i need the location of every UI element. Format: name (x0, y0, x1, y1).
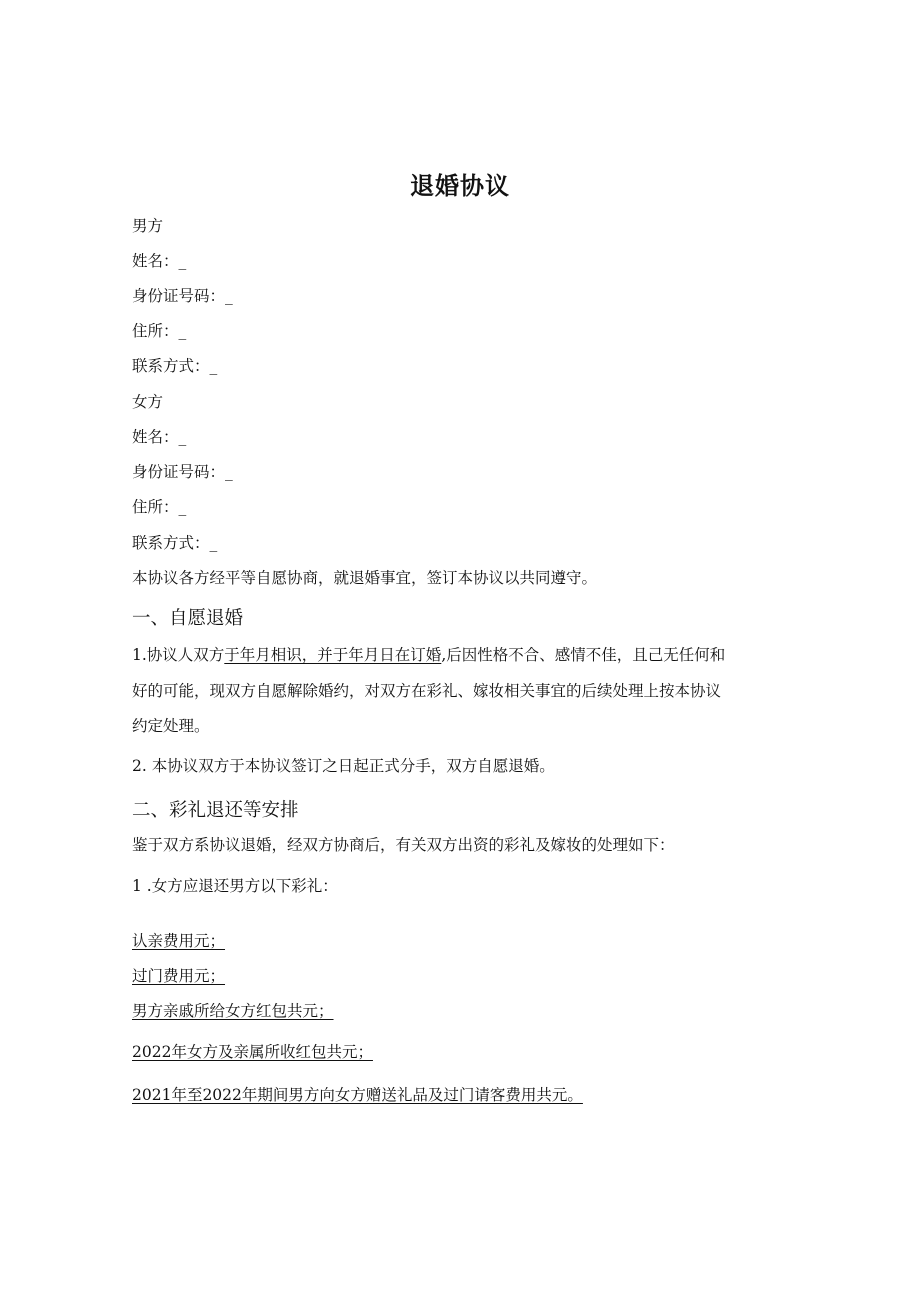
male-address-field: 住所：_ (132, 322, 187, 340)
section1-item1-line2: 好的可能，现双方自愿解除婚约，对双方在彩礼、嫁妆相关事宜的后续处理上按本协议 (132, 682, 722, 700)
document-title: 退婚协议 (410, 172, 510, 200)
female-contact-field: 联系方式：_ (132, 534, 218, 552)
male-heading: 男方 (132, 217, 164, 235)
item1-prefix: 1.协议人双方 (132, 646, 225, 664)
item1-line1-rest: ,后因性格不合、感情不佳，且己无任何和 (441, 646, 726, 664)
female-name-field: 姓名：_ (132, 428, 187, 446)
female-address-field: 住所：_ (132, 498, 187, 516)
section1-item1 (132, 645, 725, 665)
section2-intro: 鉴于双方系协议退婚，经双方协商后，有关双方出资的彩礼及嫁妆的处理如下： (132, 836, 675, 854)
male-id-field: 身份证号码：_ (132, 287, 233, 305)
item1-underlined: 于年月相识，并于年月日在订婚 (224, 646, 442, 664)
section1-item2: 2. 本协议双方于本协议签订之日起正式分手，双方自愿退婚。 (132, 757, 555, 775)
section1-heading: 一、自愿退婚 (132, 608, 244, 629)
gift-item: 2021年至2022年期间男方向女方赠送礼品及过门请客费用共元。 (132, 1086, 583, 1104)
section2-heading: 二、彩礼退还等安排 (132, 800, 299, 821)
gift-item: 过门费用元； (132, 967, 226, 985)
gift-item: 2022年女方及亲属所收红包共元； (132, 1043, 373, 1061)
male-name-field: 姓名：_ (132, 252, 187, 270)
gift-item: 男方亲戚所给女方红包共元； (132, 1002, 334, 1020)
section2-item1: 1 .女方应退还男方以下彩礼： (132, 877, 338, 895)
female-heading: 女方 (132, 393, 164, 411)
female-id-field: 身份证号码：_ (132, 463, 233, 481)
intro-paragraph: 本协议各方经平等自愿协商，就退婚事宜，签订本协议以共同遵守。 (132, 569, 598, 587)
male-contact-field: 联系方式：_ (132, 357, 218, 375)
gift-item: 认亲费用元； (132, 932, 226, 950)
section1-item1-line3: 约定处理。 (132, 717, 210, 735)
